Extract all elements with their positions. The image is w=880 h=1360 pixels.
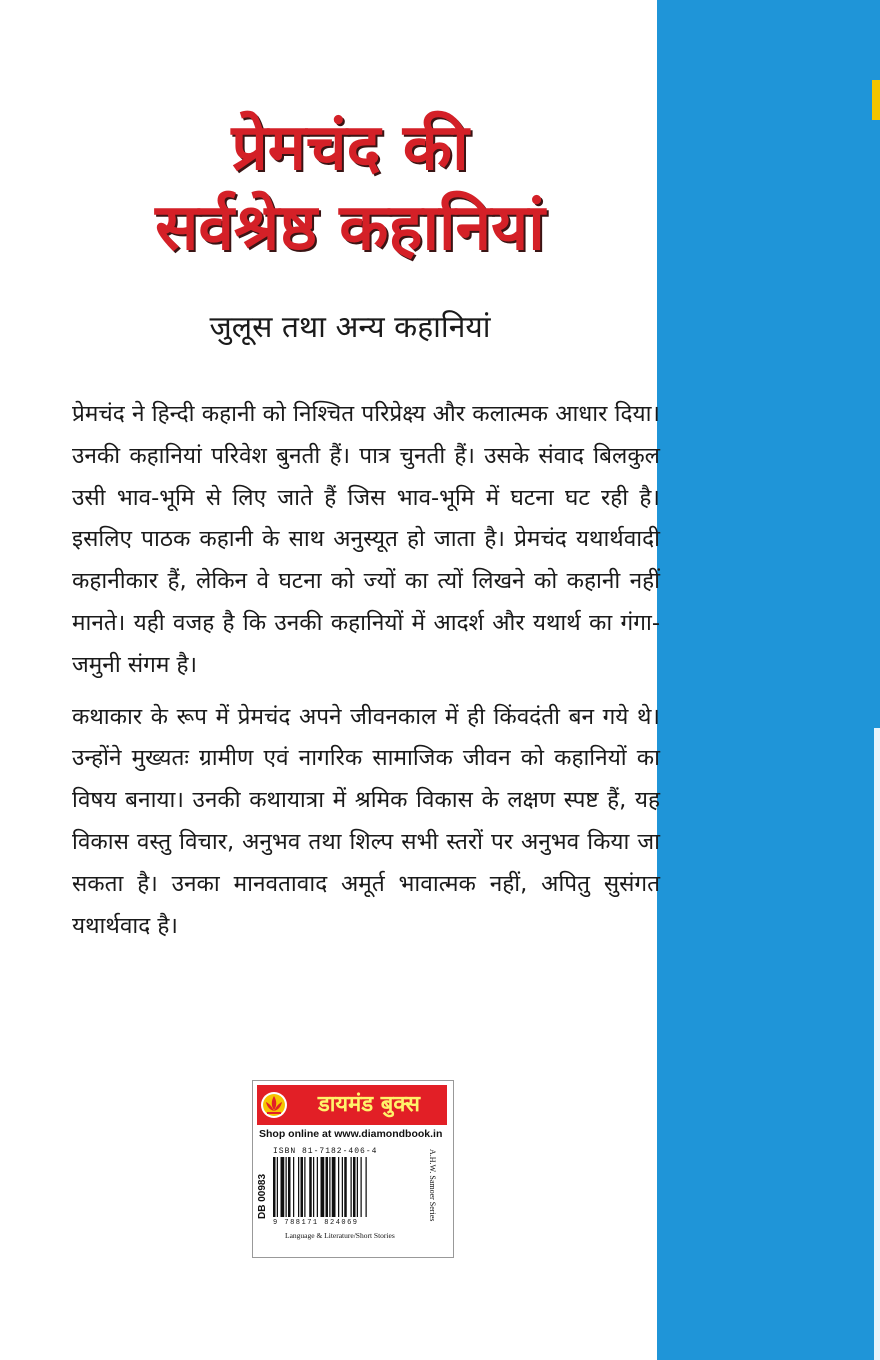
book-title: [60, 108, 640, 268]
series-text: A.H.W. Samoer Series: [428, 1149, 437, 1222]
isbn-text: ISBN 81-7182-406-4: [273, 1147, 378, 1156]
barcode-digits: 9 788171 824069: [273, 1219, 359, 1227]
spine-blue-band: [657, 0, 880, 1360]
blurb-paragraph-1: प्रेमचंद ने हिन्दी कहानी को निश्चित परिप्रेक्ष्य और कलात्मक आधार दिया। उनकी कहानियां परिवेश बुनती हैं। पात्र चुनती हैं। उसके संवाद बिलकुल उसी भाव-भूमि से लिए जाते हैं जिस भाव-भूमि में घटना घट रही है। इसलिए पाठक कहानी के साथ अनुस्यूत हो जाता है। प्रेमचंद यथार्थवादी कहानीकार हैं, लेकिन वे घटना को ज्यों का त्यों लिखने को कहानी नहीं मानते। यही वजह है कि उनकी कहानियों में आदर्श और यथार्थ का गंगा-जमुनी संगम है।: [72, 401, 660, 678]
blurb-paragraph-2: कथाकार के रूप में प्रेमचंद अपने जीवनकाल में ही किंवदंती बन गये थे। उन्होंने मुख्यतः ग्रामीण एवं नागरिक सामाजिक जीवन को कहानियों का विषय बनाया। उनकी कथायात्रा में श्रमिक विकास के लक्षण स्पष्ट हैं, यह विकास वस्तु विचार, अनुभव तथा शिल्प सभी स्तरों पर अनुभव किया जा सकता है। उनका मानवतावाद अमूर्त भावात्मक नहीं, अपितु सुसंगत यथार्थवाद है।: [72, 703, 660, 939]
category-text: Language & Literature/Short Stories: [285, 1231, 395, 1240]
publisher-box: [252, 1080, 454, 1258]
title-line-1: प्रेमचंद की: [231, 111, 469, 185]
spine-yellow-accent: [872, 80, 880, 120]
publisher-name: डायमंड बुक्स: [317, 1092, 421, 1117]
barcode-icon: [273, 1157, 421, 1219]
title-line-2: सर्वश्रेष्ठ कहानियां: [155, 191, 545, 265]
book-subtitle: जुलूस तथा अन्य कहानियां: [209, 310, 491, 345]
spine-light-strip: [874, 728, 880, 1360]
barcode-block: [257, 1147, 439, 1247]
shop-online-text: Shop online at www.diamondbook.in: [259, 1128, 443, 1140]
publisher-header: [257, 1085, 447, 1125]
lotus-logo-icon: [260, 1091, 288, 1119]
blurb: [72, 394, 660, 957]
db-code: DB 00983: [257, 1173, 268, 1219]
